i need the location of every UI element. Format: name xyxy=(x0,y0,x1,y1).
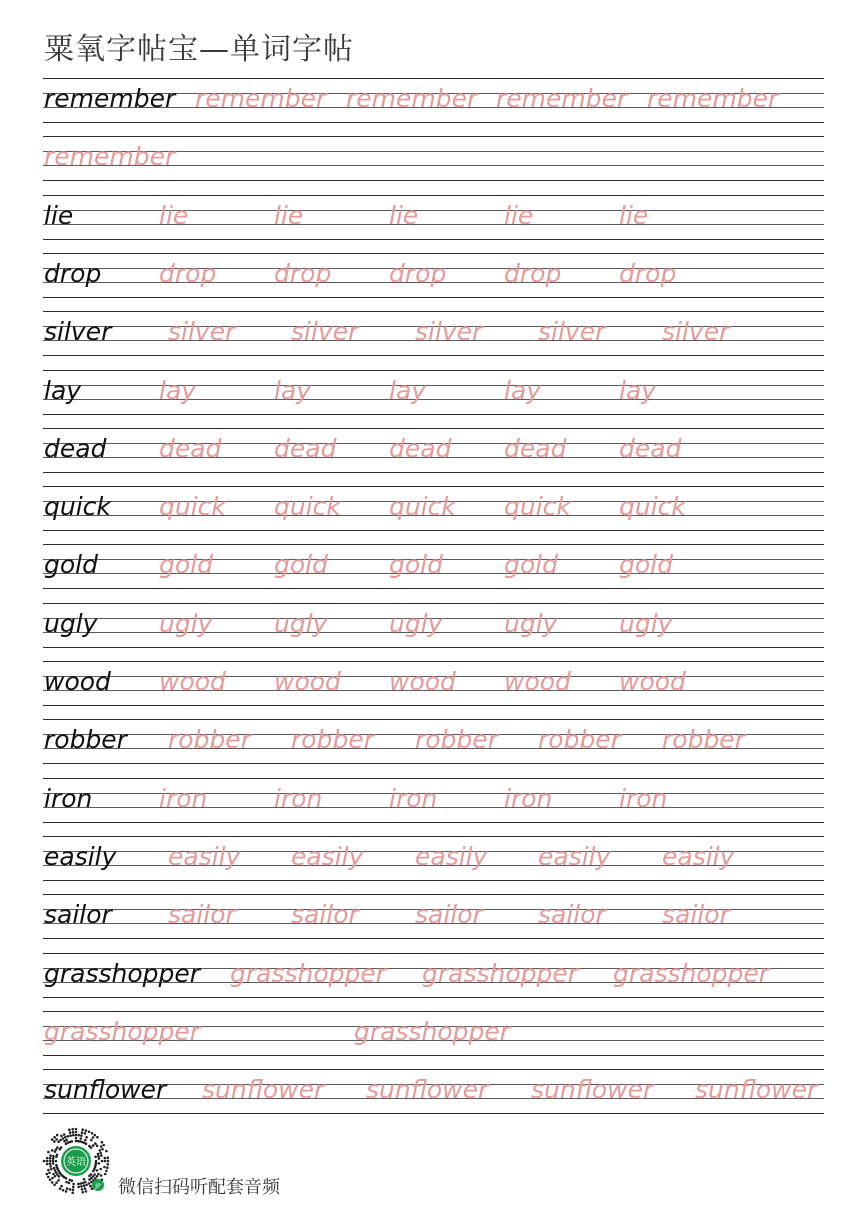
trace-word: remember xyxy=(496,84,628,113)
guide-line xyxy=(43,661,824,662)
guide-line xyxy=(43,836,824,837)
trace-word: lie xyxy=(504,201,534,230)
trace-word: lay xyxy=(159,376,197,405)
trace-word: ugly xyxy=(159,609,213,638)
trace-word: sunflower xyxy=(202,1075,325,1104)
trace-word: robber xyxy=(415,725,498,754)
guide-line xyxy=(43,195,824,196)
model-word: silver xyxy=(44,317,112,346)
trace-word: easily xyxy=(291,842,364,871)
model-word: drop xyxy=(44,259,102,288)
trace-word: sailor xyxy=(291,900,359,929)
guide-line xyxy=(43,603,824,604)
qr-code[interactable] xyxy=(40,1127,112,1199)
trace-word: dead xyxy=(159,434,222,463)
trace-word: remember xyxy=(44,142,176,171)
trace-word: iron xyxy=(274,784,323,813)
guide-line xyxy=(43,647,824,648)
trace-word: lay xyxy=(389,376,427,405)
trace-word: ugly xyxy=(619,609,673,638)
trace-word: gold xyxy=(504,550,558,579)
trace-word: robber xyxy=(291,725,374,754)
guide-line xyxy=(43,588,824,589)
model-word: grasshopper xyxy=(44,959,201,988)
trace-word: quick xyxy=(504,492,571,521)
trace-word: wood xyxy=(274,667,341,696)
model-word: dead xyxy=(44,434,107,463)
trace-word: drop xyxy=(274,259,332,288)
trace-word: gold xyxy=(389,550,443,579)
trace-word: iron xyxy=(389,784,438,813)
trace-word: grasshopper xyxy=(354,1017,511,1046)
trace-word: drop xyxy=(159,259,217,288)
model-word: ugly xyxy=(44,609,98,638)
model-word: lay xyxy=(44,376,82,405)
trace-word: remember xyxy=(195,84,327,113)
trace-word: dead xyxy=(389,434,452,463)
trace-word: robber xyxy=(168,725,251,754)
guide-line xyxy=(43,370,824,371)
guide-line xyxy=(43,1011,824,1012)
guide-line xyxy=(43,880,824,881)
trace-word: grasshopper xyxy=(613,959,770,988)
guide-line xyxy=(43,1055,824,1056)
guide-line xyxy=(43,355,824,356)
trace-word: remember xyxy=(647,84,779,113)
trace-word: lay xyxy=(274,376,312,405)
trace-word: dead xyxy=(274,434,337,463)
trace-word: lay xyxy=(504,376,542,405)
trace-word: dead xyxy=(504,434,567,463)
trace-word: lay xyxy=(619,376,657,405)
trace-word: easily xyxy=(662,842,735,871)
guide-line xyxy=(43,472,824,473)
trace-word: silver xyxy=(538,317,606,346)
model-word: lie xyxy=(44,201,74,230)
trace-word: iron xyxy=(159,784,208,813)
trace-word: lie xyxy=(159,201,189,230)
trace-word: grasshopper xyxy=(230,959,387,988)
guide-line xyxy=(43,311,824,312)
guide-line xyxy=(43,778,824,779)
model-word: quick xyxy=(44,492,111,521)
trace-word: silver xyxy=(291,317,359,346)
trace-word: iron xyxy=(504,784,553,813)
trace-word: grasshopper xyxy=(44,1017,201,1046)
trace-word: ugly xyxy=(274,609,328,638)
model-word: sailor xyxy=(44,900,112,929)
trace-word: ugly xyxy=(504,609,558,638)
trace-word: dead xyxy=(619,434,682,463)
trace-word: drop xyxy=(619,259,677,288)
trace-word: quick xyxy=(159,492,226,521)
guide-line xyxy=(43,180,824,181)
trace-word: wood xyxy=(389,667,456,696)
guide-line xyxy=(43,239,824,240)
model-word: sunflower xyxy=(44,1075,167,1104)
model-word: remember xyxy=(44,84,176,113)
guide-line xyxy=(43,1069,824,1070)
trace-word: ugly xyxy=(389,609,443,638)
model-word: robber xyxy=(44,725,127,754)
guide-line xyxy=(43,763,824,764)
guide-line xyxy=(43,297,824,298)
trace-word: lie xyxy=(389,201,419,230)
trace-word: quick xyxy=(619,492,686,521)
guide-line xyxy=(43,530,824,531)
trace-word: drop xyxy=(504,259,562,288)
trace-word: wood xyxy=(159,667,226,696)
trace-word: gold xyxy=(619,550,673,579)
trace-word: lie xyxy=(619,201,649,230)
model-word: wood xyxy=(44,667,111,696)
guide-line xyxy=(43,938,824,939)
guide-line xyxy=(43,136,824,137)
trace-word: silver xyxy=(662,317,730,346)
trace-word: silver xyxy=(415,317,483,346)
trace-word: easily xyxy=(415,842,488,871)
trace-word: sailor xyxy=(662,900,730,929)
trace-word: wood xyxy=(504,667,571,696)
trace-word: sunflower xyxy=(695,1075,818,1104)
trace-word: remember xyxy=(346,84,478,113)
trace-word: easily xyxy=(538,842,611,871)
guide-line xyxy=(43,705,824,706)
qr-badge-label: 英语 xyxy=(66,1157,86,1168)
guide-line xyxy=(43,253,824,254)
model-word: iron xyxy=(44,784,93,813)
guide-line xyxy=(43,1113,824,1114)
guide-line xyxy=(43,414,824,415)
guide-line xyxy=(43,953,824,954)
trace-word: sunflower xyxy=(531,1075,654,1104)
guide-line xyxy=(43,78,824,79)
trace-word: quick xyxy=(389,492,456,521)
guide-line xyxy=(43,719,824,720)
qr-small-badge-label: JP xyxy=(95,1183,101,1190)
trace-word: robber xyxy=(538,725,621,754)
guide-line xyxy=(43,428,824,429)
trace-word: sunflower xyxy=(366,1075,489,1104)
guide-line xyxy=(43,997,824,998)
trace-word: grasshopper xyxy=(422,959,579,988)
guide-line xyxy=(43,486,824,487)
trace-word: wood xyxy=(619,667,686,696)
trace-word: robber xyxy=(662,725,745,754)
trace-word: iron xyxy=(619,784,668,813)
trace-word: easily xyxy=(168,842,241,871)
model-word: gold xyxy=(44,550,98,579)
guide-line xyxy=(43,544,824,545)
trace-word: sailor xyxy=(168,900,236,929)
trace-word: sailor xyxy=(538,900,606,929)
trace-word: sailor xyxy=(415,900,483,929)
guide-line xyxy=(43,122,824,123)
trace-word: gold xyxy=(159,550,213,579)
trace-word: quick xyxy=(274,492,341,521)
trace-word: gold xyxy=(274,550,328,579)
guide-line xyxy=(43,894,824,895)
trace-word: silver xyxy=(168,317,236,346)
trace-word: lie xyxy=(274,201,304,230)
model-word: easily xyxy=(44,842,117,871)
guide-line xyxy=(43,822,824,823)
page-title: 粟氧字帖宝—单词字帖 xyxy=(44,32,354,67)
trace-word: drop xyxy=(389,259,447,288)
audio-caption: 微信扫码听配套音频 xyxy=(118,1177,280,1198)
